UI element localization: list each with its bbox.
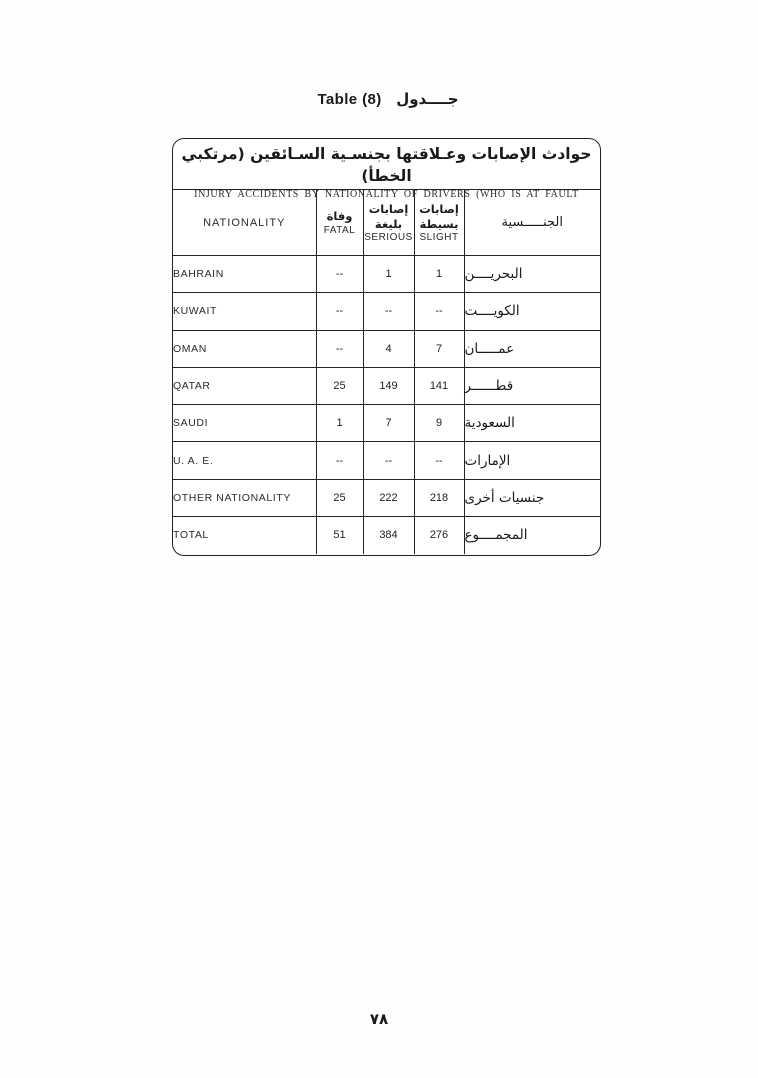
page-title-arabic: جــــدول <box>396 90 459 108</box>
slight-cell: 276 <box>414 517 464 554</box>
fatal-cell: -- <box>316 256 363 293</box>
nationality-arabic-cell: جنسيات أخرى <box>464 479 600 516</box>
table-caption <box>173 139 600 201</box>
slight-cell: -- <box>414 293 464 330</box>
table-row-qatar <box>173 367 600 404</box>
fatal-cell: 25 <box>316 367 363 404</box>
serious-cell: 1 <box>363 256 414 293</box>
nationality-cell: BAHRAIN <box>173 256 316 293</box>
slight-cell: -- <box>414 442 464 479</box>
nationality-arabic-cell: البحريــــن <box>464 256 600 293</box>
page-title-english: Table (8) <box>317 91 382 108</box>
nationality-cell: OTHER NATIONALITY <box>173 479 316 516</box>
serious-cell: -- <box>363 442 414 479</box>
table-caption-english: INJURY ACCIDENTS BY NATIONALITY OF DRIVERS (WHO IS AT FAULT <box>194 189 579 201</box>
serious-cell: 222 <box>363 479 414 516</box>
fatal-cell: -- <box>316 330 363 367</box>
nationality-arabic-cell: عمـــــان <box>464 330 600 367</box>
serious-cell: 4 <box>363 330 414 367</box>
table-row-kuwait <box>173 293 600 330</box>
slight-cell: 1 <box>414 256 464 293</box>
fatal-cell: -- <box>316 442 363 479</box>
slight-cell: 7 <box>414 330 464 367</box>
serious-cell: -- <box>363 293 414 330</box>
nationality-cell: KUWAIT <box>173 293 316 330</box>
serious-cell: 7 <box>363 405 414 442</box>
fatal-cell: 1 <box>316 405 363 442</box>
serious-cell: 384 <box>363 517 414 554</box>
nationality-cell: QATAR <box>173 367 316 404</box>
nationality-arabic-cell: الكويــــت <box>464 293 600 330</box>
slight-cell: 141 <box>414 367 464 404</box>
page-number: ٧٨ <box>369 1010 389 1028</box>
slight-label-english: SLIGHT <box>419 231 459 243</box>
page-title <box>9 90 758 108</box>
nationality-cell: SAUDI <box>173 405 316 442</box>
fatal-label-english: FATAL <box>323 224 356 236</box>
serious-label-english: SERIOUS <box>364 231 413 243</box>
fatal-label-arabic: وفاة <box>326 209 353 224</box>
slight-label-arabic: إصابات بسيطة <box>419 202 459 231</box>
column-header-nationality-arabic: الجنـــــسية <box>464 190 600 256</box>
table-row-saudi <box>173 405 600 442</box>
table-row-uae <box>173 442 600 479</box>
nationality-cell: OMAN <box>173 330 316 367</box>
table-row-total <box>173 517 600 554</box>
nationality-cell: U. A. E. <box>173 442 316 479</box>
serious-cell: 149 <box>363 367 414 404</box>
injury-accidents-table <box>172 138 601 556</box>
fatal-cell: 51 <box>316 517 363 554</box>
nationality-arabic-cell: المجمــــوع <box>464 517 600 554</box>
nationality-arabic-cell: الإمارات <box>464 442 600 479</box>
nationality-cell: TOTAL <box>173 517 316 554</box>
table-row-other-nationality <box>173 479 600 516</box>
table-row-oman <box>173 330 600 367</box>
fatal-cell: 25 <box>316 479 363 516</box>
slight-cell: 9 <box>414 405 464 442</box>
nationality-arabic-cell: السعودية <box>464 405 600 442</box>
slight-cell: 218 <box>414 479 464 516</box>
serious-label-arabic: إصابات بليغة <box>368 202 409 231</box>
data-table <box>173 189 600 554</box>
nationality-arabic-cell: قطــــــر <box>464 367 600 404</box>
column-header-nationality: NATIONALITY <box>173 190 316 256</box>
table-row-bahrain <box>173 256 600 293</box>
table-caption-arabic: حوادث الإصابات وعـلاقتها بجنسـية السـائقين (مرتكبي الخطأ) <box>181 145 592 185</box>
fatal-cell: -- <box>316 293 363 330</box>
